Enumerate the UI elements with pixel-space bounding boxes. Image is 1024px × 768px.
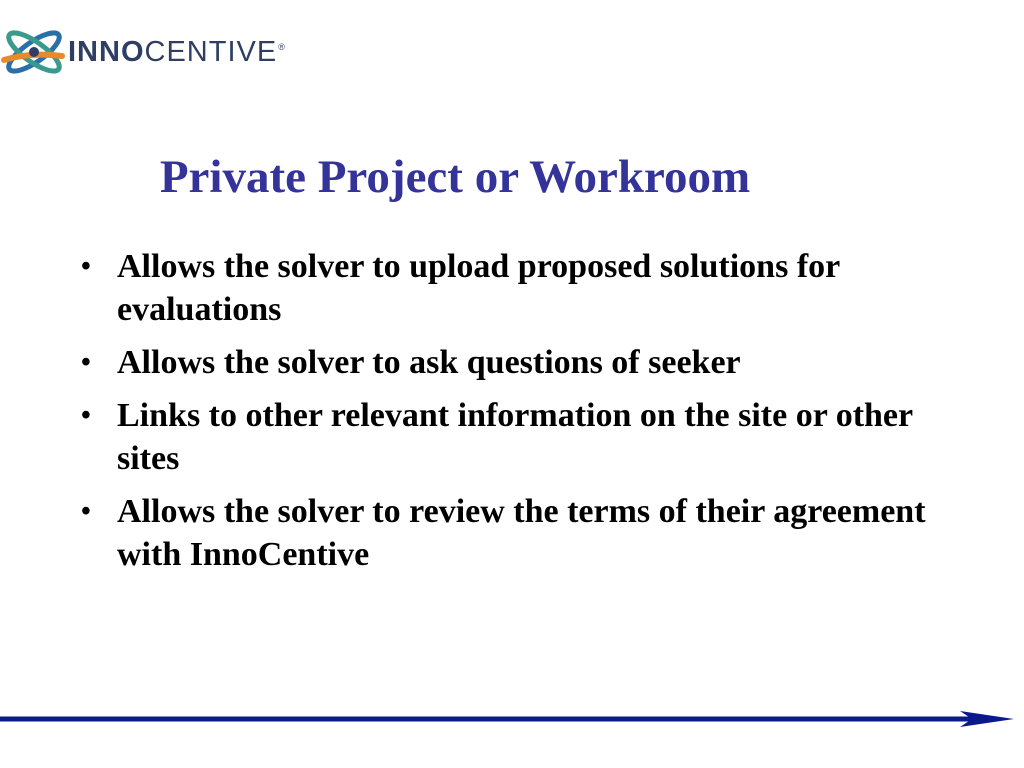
bullet-item bbox=[75, 341, 935, 384]
bullet-text: Allows the solver to review the terms of their agreement with InnoCentive bbox=[117, 493, 926, 573]
innocentive-logo bbox=[0, 12, 320, 92]
logo-wordmark bbox=[68, 36, 286, 69]
bullet-item bbox=[75, 245, 935, 331]
bullet-item bbox=[75, 394, 935, 480]
bullet-icon: • bbox=[81, 251, 91, 282]
logo-registered-mark: ® bbox=[278, 42, 286, 53]
bullet-text: Links to other relevant information on the site or other sites bbox=[117, 397, 913, 477]
bullet-item bbox=[75, 490, 935, 576]
slide-title: Private Project or Workroom bbox=[159, 151, 751, 203]
bullet-text: Allows the solver to ask questions of seeker bbox=[117, 344, 741, 381]
arrow-right-icon bbox=[0, 708, 1024, 732]
logo-text-light: CENTIVE bbox=[144, 36, 278, 68]
bullet-icon: • bbox=[81, 400, 91, 431]
innocentive-logo-icon bbox=[0, 12, 70, 92]
bullet-list bbox=[75, 245, 935, 586]
bullet-icon: • bbox=[81, 496, 91, 527]
bullet-text: Allows the solver to upload proposed solutions for evaluations bbox=[117, 248, 840, 328]
logo-text-bold: INNO bbox=[68, 36, 145, 68]
bullet-icon: • bbox=[81, 347, 91, 378]
